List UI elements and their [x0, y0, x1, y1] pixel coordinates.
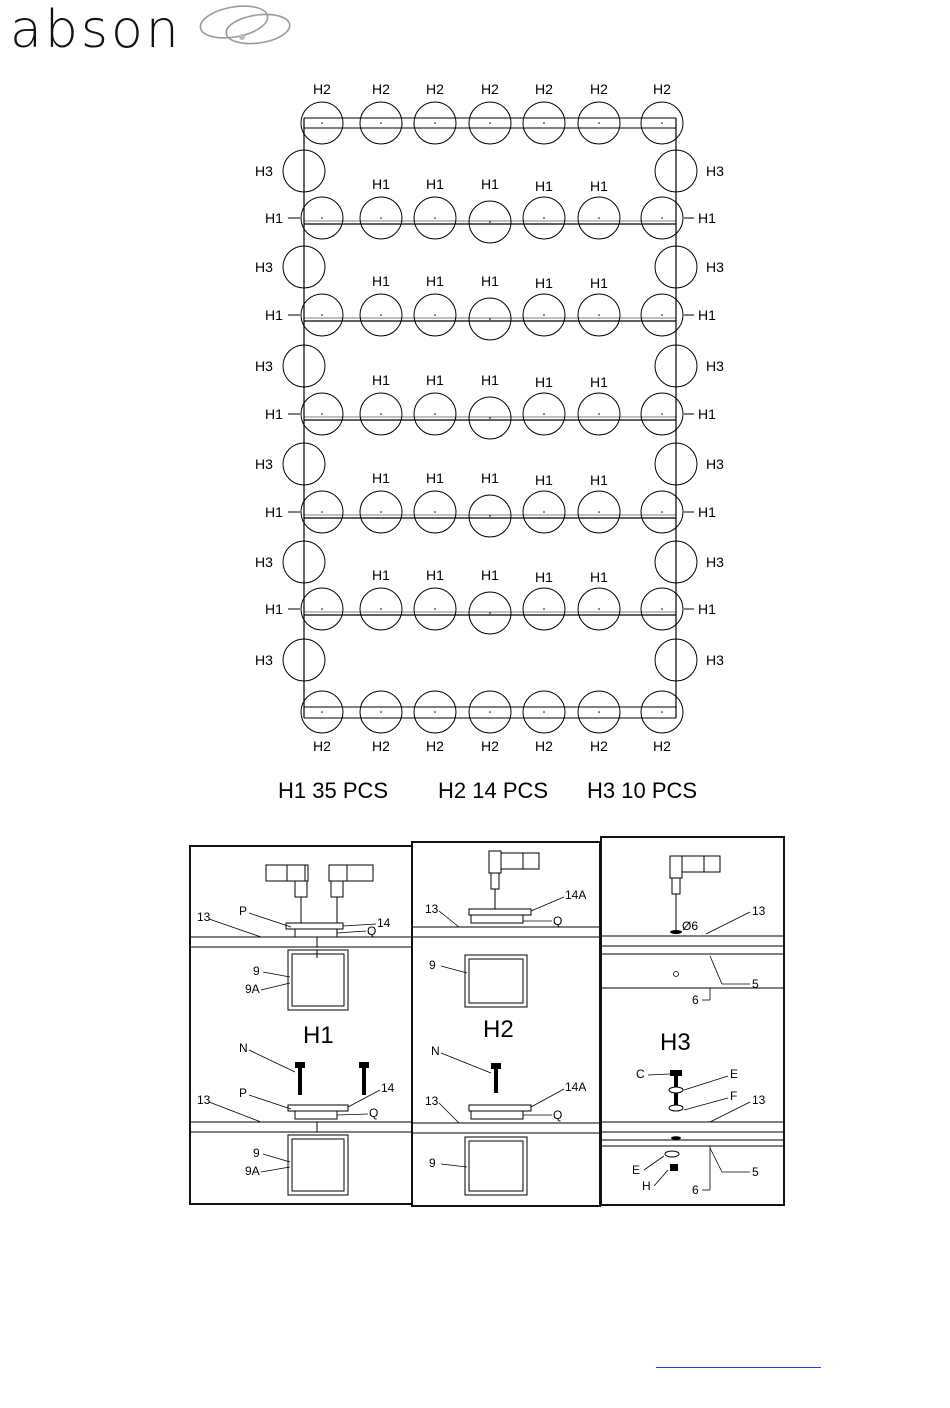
- label-14: 14: [381, 1081, 395, 1095]
- label-h3: H3: [255, 456, 273, 472]
- hardware-point: [489, 417, 491, 419]
- label-9a: 9A: [245, 982, 260, 996]
- h1-count: H1 35 PCS: [278, 778, 389, 803]
- label-q: Q: [369, 1106, 379, 1120]
- hardware-point: [434, 608, 436, 610]
- label-h1: H1: [481, 176, 499, 192]
- label-h2: H2: [481, 81, 499, 97]
- hardware-point: [598, 314, 600, 316]
- label-h1: H1: [372, 273, 390, 289]
- label-h1: H1: [698, 210, 716, 226]
- hardware-point: [380, 608, 382, 610]
- label-5: 5: [752, 1165, 759, 1179]
- brand-logo: abson: [10, 0, 182, 60]
- hardware-point: [598, 608, 600, 610]
- label-h1: H1: [535, 472, 553, 488]
- label-h2: H2: [372, 81, 390, 97]
- label-h: H: [642, 1179, 651, 1193]
- hardware-point: [321, 608, 323, 610]
- label-n: N: [239, 1041, 248, 1055]
- label-13: 13: [197, 910, 211, 924]
- hardware-point: [543, 413, 545, 415]
- label-13: 13: [425, 902, 439, 916]
- label-h1: H1: [590, 472, 608, 488]
- hardware-point: [598, 511, 600, 513]
- hardware-point: [661, 711, 663, 713]
- label-h1: H1: [265, 307, 283, 323]
- label-h1: H1: [535, 178, 553, 194]
- detail-panel-h2: [411, 841, 601, 1207]
- panel-title-h2: H2: [483, 1016, 514, 1043]
- label-h1: H1: [698, 601, 716, 617]
- label-5: 5: [752, 977, 759, 991]
- hardware-point: [543, 217, 545, 219]
- screw-icon: [295, 1062, 305, 1095]
- label-h1: H1: [426, 372, 444, 388]
- hardware-point: [321, 413, 323, 415]
- hardware-point: [380, 122, 382, 124]
- hardware-point: [380, 711, 382, 713]
- detail-panel-h3: [600, 836, 785, 1206]
- label-6: 6: [692, 993, 699, 1007]
- label-h1: H1: [265, 504, 283, 520]
- panel-title-h1: H1: [303, 1022, 334, 1049]
- label-h3: H3: [255, 554, 273, 570]
- label-h3: H3: [255, 652, 273, 668]
- hardware-point: [661, 413, 663, 415]
- label-13: 13: [752, 1093, 766, 1107]
- label-14a: 14A: [565, 1080, 587, 1094]
- label-14: 14: [377, 916, 391, 930]
- label-h1: H1: [590, 178, 608, 194]
- label-h1: H1: [265, 406, 283, 422]
- label-c: C: [636, 1067, 645, 1081]
- label-13: 13: [197, 1093, 211, 1107]
- hardware-point: [661, 608, 663, 610]
- label-h1: H1: [481, 372, 499, 388]
- label-h3: H3: [255, 358, 273, 374]
- label-h1: H1: [590, 374, 608, 390]
- label-h1: H1: [481, 470, 499, 486]
- label-h1: H1: [372, 372, 390, 388]
- label-6: 6: [692, 1183, 699, 1197]
- hardware-point: [434, 314, 436, 316]
- label-h1: H1: [372, 470, 390, 486]
- label-e: E: [730, 1067, 739, 1081]
- hardware-point: [543, 711, 545, 713]
- label-h1: H1: [426, 567, 444, 583]
- label-h1: H1: [372, 567, 390, 583]
- hardware-point: [434, 511, 436, 513]
- h2-count: H2 14 PCS: [438, 778, 549, 803]
- hardware-point: [543, 511, 545, 513]
- label-9: 9: [429, 958, 436, 972]
- label-e: E: [632, 1163, 641, 1177]
- hardware-point: [661, 511, 663, 513]
- label-p: P: [239, 904, 248, 918]
- detail-panel-h1: [189, 845, 413, 1205]
- label-h2: H2: [653, 81, 671, 97]
- label-h3: H3: [706, 554, 724, 570]
- label-h2: H2: [535, 738, 553, 754]
- label-h1: H1: [590, 569, 608, 585]
- label-h3: H3: [706, 163, 724, 179]
- hardware-point: [598, 217, 600, 219]
- label-h1: H1: [426, 470, 444, 486]
- hardware-point: [661, 314, 663, 316]
- label-9: 9: [253, 964, 260, 978]
- label-h1: H1: [265, 601, 283, 617]
- label-h2: H2: [426, 738, 444, 754]
- screw-icon: [359, 1062, 369, 1095]
- label-h3: H3: [706, 358, 724, 374]
- label-h1: H1: [481, 567, 499, 583]
- hardware-point: [489, 318, 491, 320]
- hardware-point: [380, 314, 382, 316]
- hardware-point: [321, 711, 323, 713]
- label-9: 9: [429, 1156, 436, 1170]
- hardware-point: [434, 122, 436, 124]
- hardware-point: [380, 413, 382, 415]
- h3-count: H3 10 PCS: [587, 778, 698, 803]
- hardware-point: [661, 217, 663, 219]
- label-14a: 14A: [565, 888, 587, 902]
- label-h3: H3: [255, 259, 273, 275]
- label-h2: H2: [426, 81, 444, 97]
- label-h1: H1: [265, 210, 283, 226]
- hardware-point: [380, 217, 382, 219]
- label-h2: H2: [481, 738, 499, 754]
- label-h1: H1: [481, 273, 499, 289]
- hardware-point: [598, 711, 600, 713]
- hardware-point: [543, 608, 545, 610]
- hardware-point: [543, 122, 545, 124]
- hardware-point: [543, 314, 545, 316]
- hardware-point: [321, 511, 323, 513]
- hardware-point: [434, 413, 436, 415]
- drill-icon: [266, 865, 308, 909]
- label-h2: H2: [590, 738, 608, 754]
- label-13: 13: [752, 904, 766, 918]
- label-h1: H1: [590, 275, 608, 291]
- hardware-point: [434, 217, 436, 219]
- hardware-point: [598, 413, 600, 415]
- hardware-point: [489, 711, 491, 713]
- label-h2: H2: [313, 738, 331, 754]
- label-h1: H1: [535, 275, 553, 291]
- label-f: F: [730, 1089, 738, 1103]
- drill-icon: [329, 865, 373, 909]
- hardware-point: [489, 221, 491, 223]
- label-h2: H2: [372, 738, 390, 754]
- hardware-point: [598, 122, 600, 124]
- hardware-point: [321, 314, 323, 316]
- label-h1: H1: [535, 374, 553, 390]
- label-h3: H3: [706, 259, 724, 275]
- panel-title-h3: H3: [660, 1029, 691, 1056]
- label-9a: 9A: [245, 1164, 260, 1178]
- label-h1: H1: [698, 504, 716, 520]
- hardware-point: [380, 511, 382, 513]
- footer-link-underline[interactable]: [656, 1367, 821, 1368]
- label-h3: H3: [255, 163, 273, 179]
- screw-icon: [491, 1063, 501, 1093]
- hardware-point: [321, 217, 323, 219]
- label-h2: H2: [313, 81, 331, 97]
- label-h2: H2: [535, 81, 553, 97]
- label-q: Q: [553, 1108, 563, 1122]
- label-h1: H1: [426, 273, 444, 289]
- hardware-point: [321, 122, 323, 124]
- hardware-point: [434, 711, 436, 713]
- hardware-point: [489, 515, 491, 517]
- label-q: Q: [367, 924, 377, 938]
- label-q: Q: [553, 914, 563, 928]
- label-h1: H1: [698, 307, 716, 323]
- hardware-point: [489, 612, 491, 614]
- label-p: P: [239, 1086, 248, 1100]
- label-h3: H3: [706, 652, 724, 668]
- hardware-point: [661, 122, 663, 124]
- label-h1: H1: [535, 569, 553, 585]
- label-h1: H1: [698, 406, 716, 422]
- label-9: 9: [253, 1146, 260, 1160]
- label-h1: H1: [426, 176, 444, 192]
- hardware-point: [489, 122, 491, 124]
- label-h2: H2: [653, 738, 671, 754]
- label-13: 13: [425, 1094, 439, 1108]
- label-n: N: [431, 1044, 440, 1058]
- label-h3: H3: [706, 456, 724, 472]
- label-diameter: Ø6: [682, 919, 699, 933]
- label-h2: H2: [590, 81, 608, 97]
- label-h1: H1: [372, 176, 390, 192]
